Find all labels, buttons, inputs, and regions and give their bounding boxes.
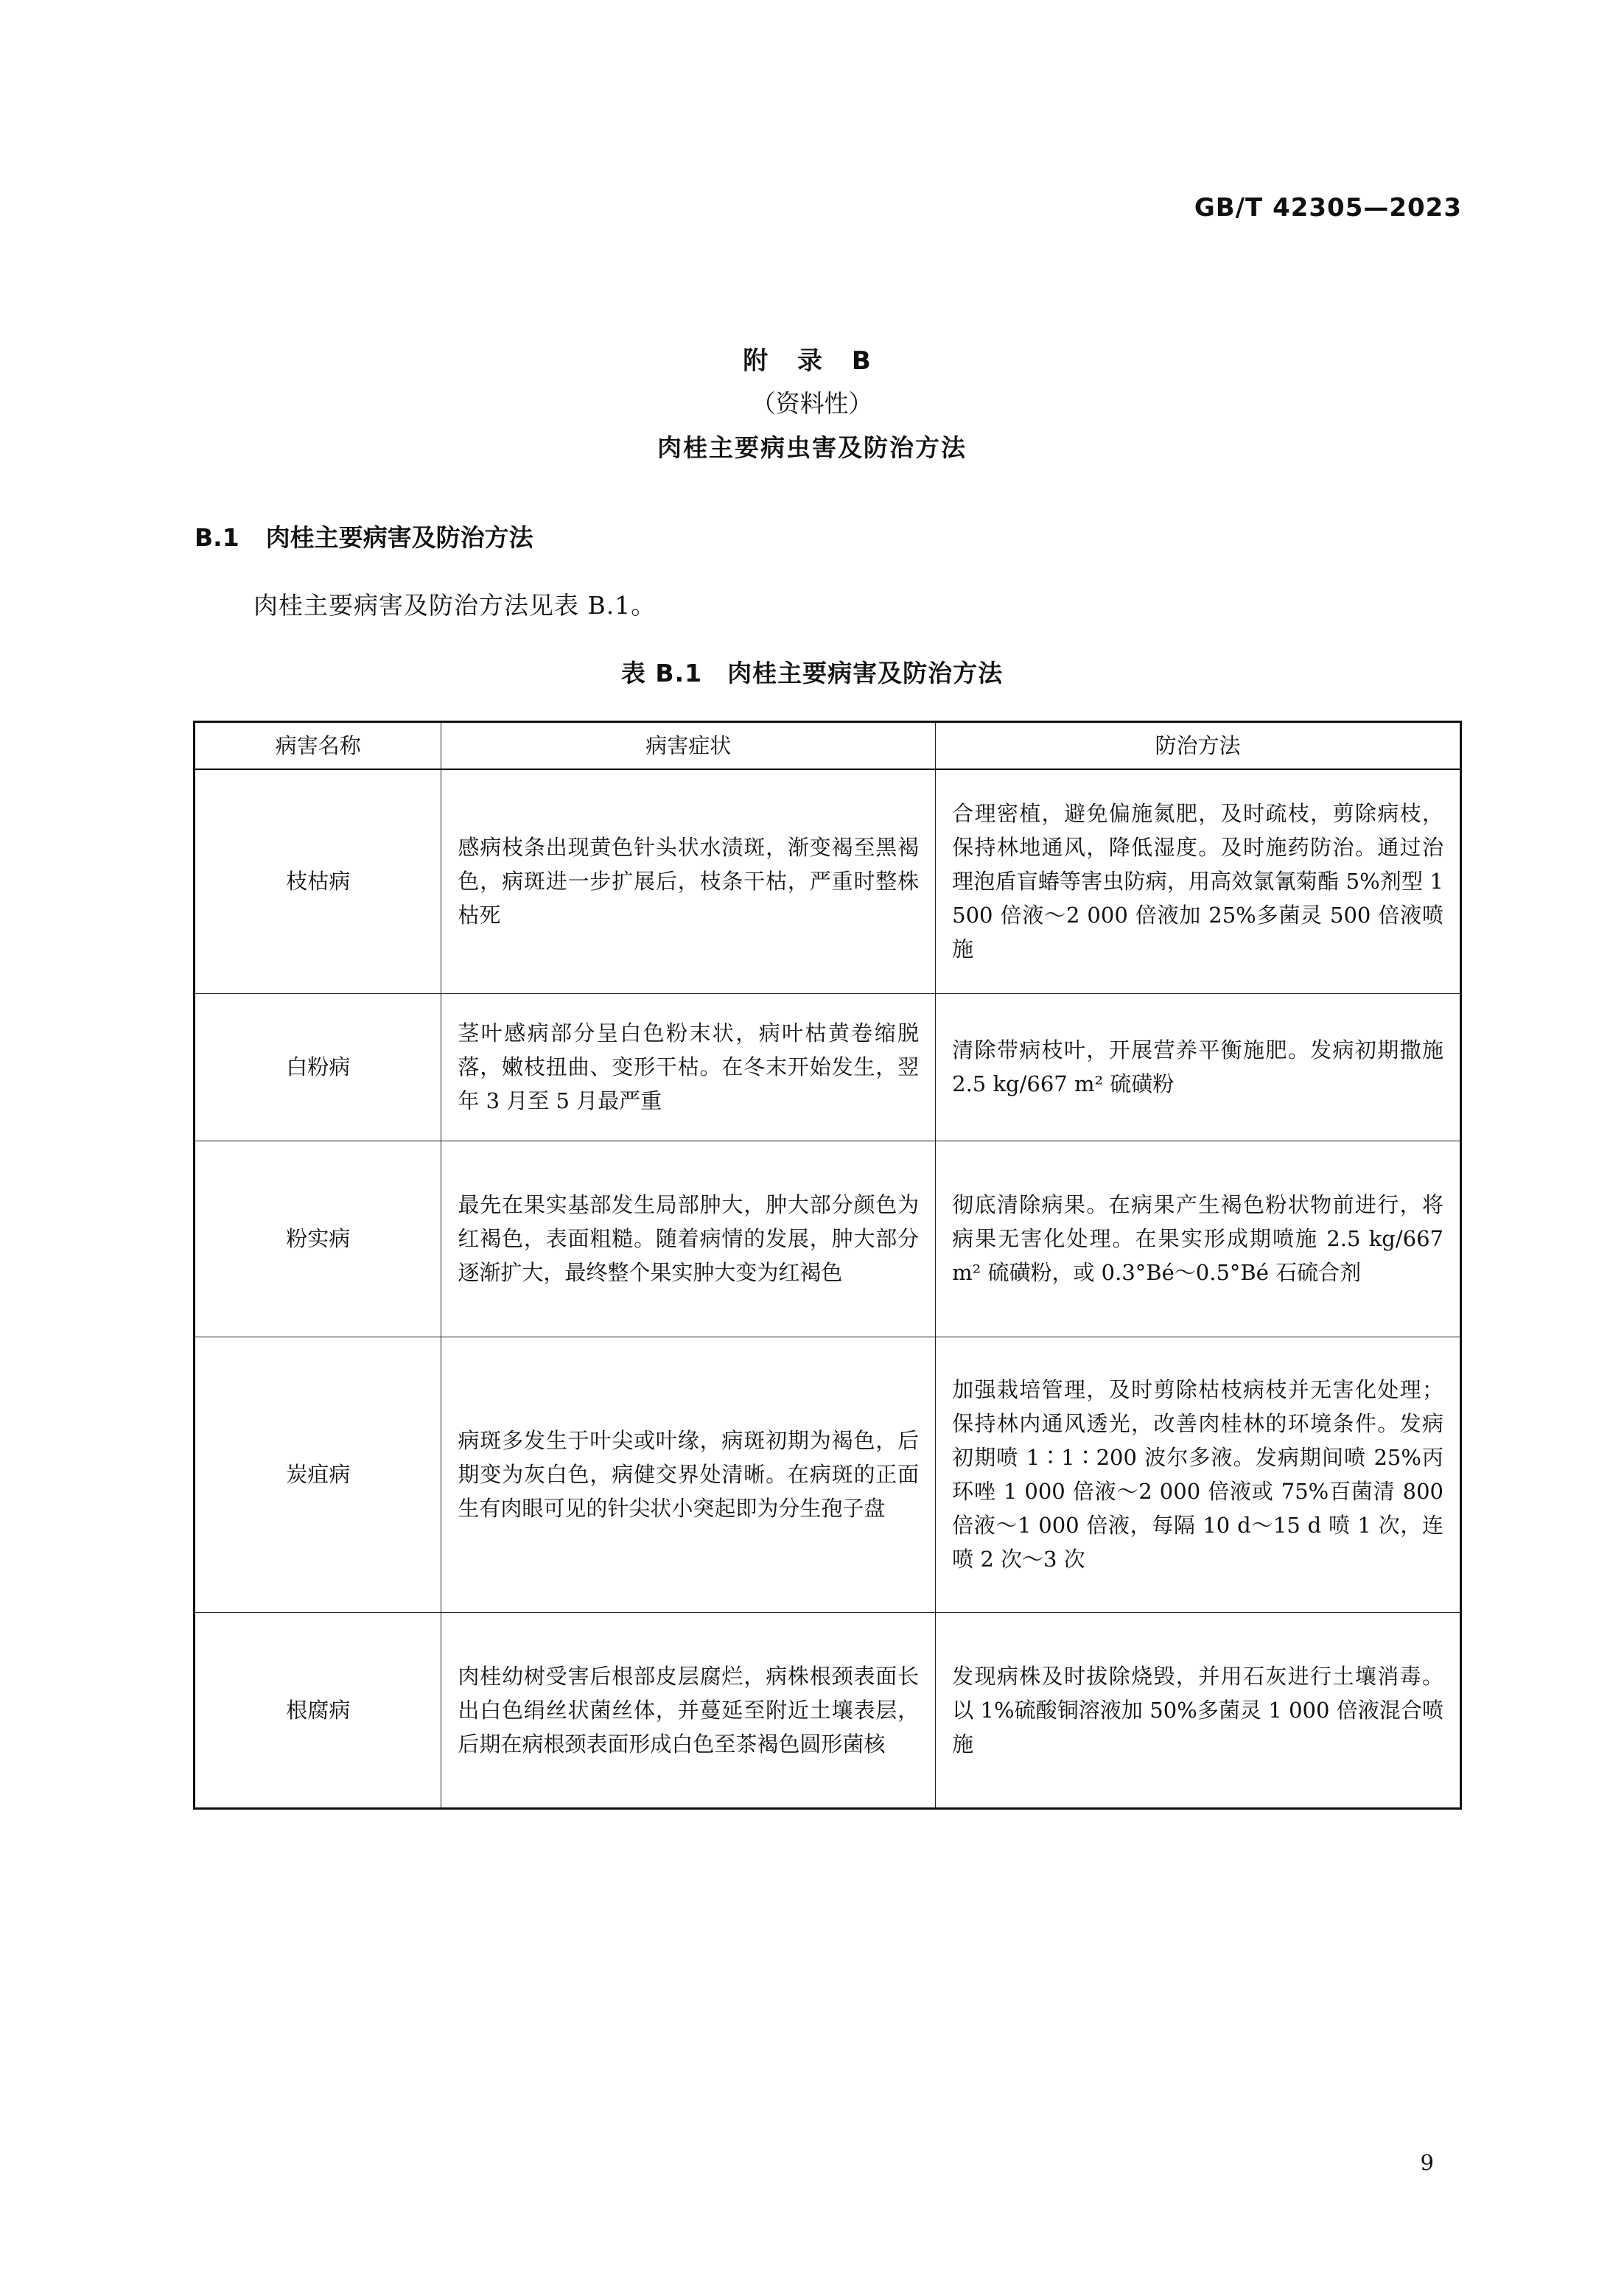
- disease-name: 粉实病: [195, 1141, 441, 1337]
- header-control-method: 防治方法: [936, 722, 1461, 770]
- page-number: 9: [1420, 2150, 1434, 2175]
- disease-symptom: 感病枝条出现黄色针头状水渍斑，渐变褐至黑褐色，病斑进一步扩展后，枝条干枯，严重时整株枯死: [441, 769, 936, 993]
- table-row: [195, 769, 1461, 993]
- appendix-title: 附 录 B: [743, 346, 881, 376]
- disease-name: 枝枯病: [195, 769, 441, 993]
- appendix-type: （资料性）: [751, 389, 873, 418]
- disease-symptom: 最先在果实基部发生局部肿大，肿大部分颜色为红褐色，表面粗糙。随着病情的发展，肿大部分逐渐扩大，最终整个果实肿大变为红褐色: [441, 1141, 936, 1337]
- standard-code: GB/T 42305—2023: [1194, 193, 1462, 223]
- disease-symptom: 肉桂幼树受害后根部皮层腐烂，病株根颈表面长出白色绢丝状菌丝体，并蔓延至附近土壤表层，后期在病根颈表面形成白色至茶褐色圆形菌核: [441, 1612, 936, 1808]
- appendix-name: 肉桂主要病虫害及防治方法: [657, 433, 967, 462]
- disease-name: 炭疽病: [195, 1337, 441, 1612]
- section-number: B.1: [195, 523, 239, 552]
- section-heading: [195, 519, 533, 553]
- header-symptom: 病害症状: [441, 722, 936, 770]
- disease-control: 加强栽培管理，及时剪除枯枝病枝并无害化处理；保持林内通风透光，改善肉桂林的环境条件。发病初期喷 1∶1∶200 波尔多液。发病期间喷 25%丙环唑 1 000 倍液～2 000 倍液或 75%百菌清 800 倍液～1 000 倍液，每隔 10 d～15 d 喷 1 次，连喷 2 次～3 次: [936, 1337, 1461, 1612]
- intro-paragraph: 肉桂主要病害及防治方法见表 B.1。: [253, 591, 657, 620]
- disease-symptom: 茎叶感病部分呈白色粉末状，病叶枯黄卷缩脱落，嫩枝扭曲、变形干枯。在冬末开始发生，翌年 3 月至 5 月最严重: [441, 993, 936, 1141]
- disease-control: 彻底清除病果。在病果产生褐色粉状物前进行，将病果无害化处理。在果实形成期喷施 2.5 kg/667 m² 硫磺粉，或 0.3°Bé～0.5°Bé 石硫合剂: [936, 1141, 1461, 1337]
- header-disease-name: 病害名称: [195, 722, 441, 770]
- disease-table: [193, 721, 1462, 1810]
- disease-control: 发现病株及时拔除烧毁，并用石灰进行土壤消毒。以 1%硫酸铜溶液加 50%多菌灵 1 000 倍液混合喷施: [936, 1612, 1461, 1808]
- disease-symptom: 病斑多发生于叶尖或叶缘，病斑初期为褐色，后期变为灰白色，病健交界处清晰。在病斑的正面生有肉眼可见的针尖状小突起即为分生孢子盘: [441, 1337, 936, 1612]
- table-caption-title: 肉桂主要病害及防治方法: [727, 659, 1004, 687]
- table-caption: [0, 654, 1624, 689]
- table-header-row: [195, 722, 1461, 770]
- section-title: 肉桂主要病害及防治方法: [265, 523, 533, 552]
- table-row: [195, 1612, 1461, 1808]
- table-row: [195, 1337, 1461, 1612]
- disease-name: 根腐病: [195, 1612, 441, 1808]
- table-row: [195, 993, 1461, 1141]
- disease-name: 白粉病: [195, 993, 441, 1141]
- disease-control: 合理密植，避免偏施氮肥，及时疏枝，剪除病枝，保持林地通风，降低湿度。及时施药防治。通过治理泡盾盲蝽等害虫防病，用高效氯氰菊酯 5%剂型 1 500 倍液～2 000 倍液加 25%多菌灵 500 倍液喷施: [936, 769, 1461, 993]
- disease-control: 清除带病枝叶，开展营养平衡施肥。发病初期撒施 2.5 kg/667 m² 硫磺粉: [936, 993, 1461, 1141]
- table-row: [195, 1141, 1461, 1337]
- table-caption-number: 表 B.1: [620, 659, 703, 687]
